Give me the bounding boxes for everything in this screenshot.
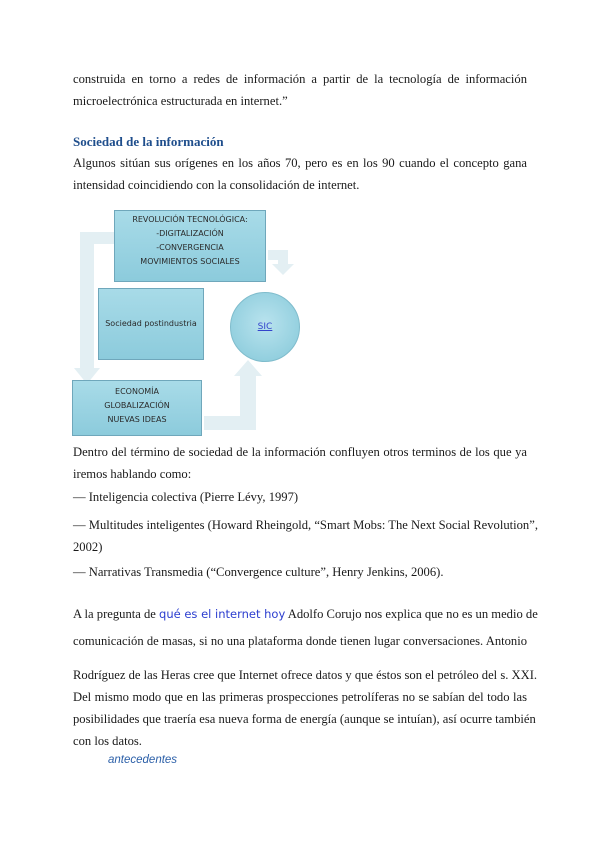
arrow-left-top <box>80 232 116 244</box>
arrow-down-small-icon <box>272 264 294 276</box>
term-item-collective-intelligence: — Inteligencia colectiva (Pierre Lévy, 1997) <box>73 490 299 504</box>
internet-paragraph <box>73 603 538 625</box>
economy-box: ECONOMÍA GLOBALIZACIÓN NUEVAS IDEAS <box>72 380 202 436</box>
term-item-smart-mobs: — Multitudes inteligentes (Howard Rheingold, “Smart Mobs: The Next Social Revolution”, 2002) <box>73 518 538 554</box>
sic-diagram <box>72 210 308 436</box>
postindustrial-box: Sociedad postindustria <box>98 288 204 360</box>
term-item-transmedia: — Narrativas Transmedia (“Convergence culture”, Henry Jenkins, 2006). <box>73 565 444 579</box>
section-heading: Sociedad de la información <box>73 134 224 149</box>
intro-paragraph: construida en torno a redes de información a partir de la tecnología de información microelectrónica estructurada en internet.” <box>73 72 527 108</box>
arrow-bottom-vertical <box>240 374 256 430</box>
tech-revolution-box: REVOLUCIÓN TECNOLÓGICA: -DIGITALIZACIÓN -CONVERGENCIA MOVIMIENTOS SOCIALES <box>114 210 266 282</box>
arrow-left-vertical <box>80 232 94 372</box>
sic-circle[interactable]: SIC <box>230 292 300 362</box>
terms-intro-paragraph: Dentro del término de sociedad de la información confluyen otros terminos de los que ya iremos hablando como: <box>73 445 527 481</box>
origins-paragraph: Algunos sitúan sus orígenes en los años 70, pero es en los 90 cuando el concepto gana intensidad coincidiendo con la consolidación de internet. <box>73 156 527 192</box>
arrow-up-icon <box>234 360 262 376</box>
internet-line-1: A la pregunta de qué es el internet hoy Adolfo Corujo nos explica que no es un medio de <box>73 607 538 621</box>
internet-paragraph-cont: comunicación de masas, si no una plataforma donde tienen lugar conversaciones. Antonio <box>73 634 527 648</box>
internet-paragraph-rest: Rodríguez de las Heras cree que Internet ofrece datos y que éstos son el petróleo del s. XXI. Del mismo modo que en las primeras prospecciones petrolíferas no se sabían del todo las posibilidades que traería esa nueva forma de energía (aunque se intuían), así ocurre también con los datos. <box>73 668 538 748</box>
internet-today-link[interactable]: qué es el internet hoy <box>159 607 286 621</box>
antecedentes-link[interactable]: antecedentes <box>108 754 178 766</box>
